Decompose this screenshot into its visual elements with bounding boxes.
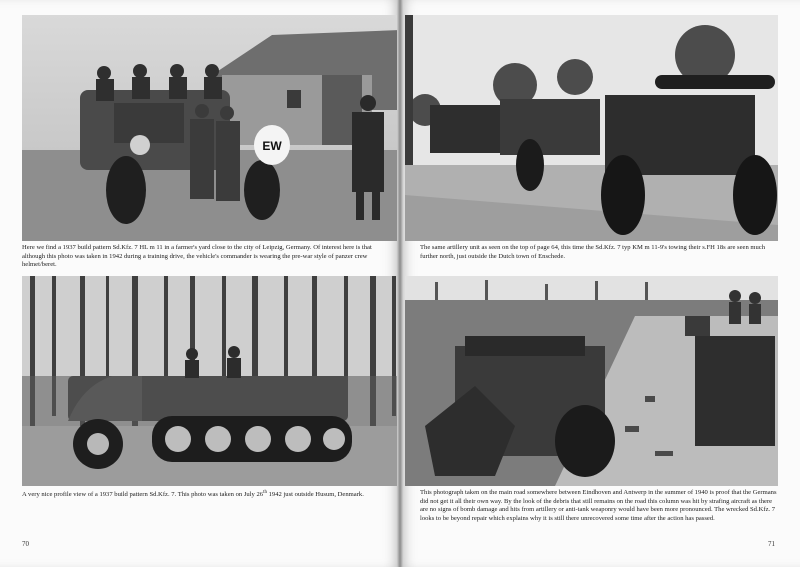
page-number-left: 70 bbox=[22, 540, 29, 548]
caption-bottom-left-superscript: th bbox=[263, 490, 267, 495]
photo-artillery-column-road bbox=[405, 15, 778, 241]
photo-halftrack-profile-forest bbox=[22, 276, 400, 486]
right-page bbox=[400, 0, 800, 567]
number-plate: EW bbox=[262, 139, 282, 153]
caption-bottom-left bbox=[22, 489, 388, 500]
caption-bottom-left-text: A very nice profile view of a 1937 build pattern Sd.Kfz. 7. This photo was taken on July 26 bbox=[22, 491, 264, 499]
page-number-right: 71 bbox=[768, 540, 775, 548]
caption-top-left: Here we find a 1937 build pattern Sd.Kfz. 7 HL m 11 in a farmer's yard close to the city of Leipzig, Germany. Of interest here is that although this photo was taken in 1942 during a training drive, the vehicle's commander is wearing the pre-war style of panzer crew helmet/beret. bbox=[22, 244, 372, 269]
caption-bottom-right: This photograph taken on the main road somewhere between Eindhoven and Antwerp in the summer of 1940 is proof that the Germans did not get it all their own way. By the look of the debris that still remains on the road this column was hit by strafing aircraft as there are no signs of bomb damage and hits from artillery or anti-tank weaponry would have been more pronounced. The wrecked Sd.Kfz. 7 looks to be beyond repair which explains why it is still there unrecovered some time after the action has passed. bbox=[420, 489, 777, 522]
photo-halftrack-farmyard bbox=[22, 15, 400, 241]
book-gutter bbox=[397, 0, 403, 567]
photo-wrecked-halftrack-road bbox=[405, 276, 778, 486]
caption-bottom-left-text-end: 1942 just outside Husum, Denmark. bbox=[266, 491, 364, 499]
caption-top-right: The same artillery unit as seen on the top of page 64, this time the Sd.Kfz. 7 typ KM m 11-9's towing their s.FH 18s are seen much further north, just outside the Dutch town of Enschede. bbox=[420, 244, 766, 260]
